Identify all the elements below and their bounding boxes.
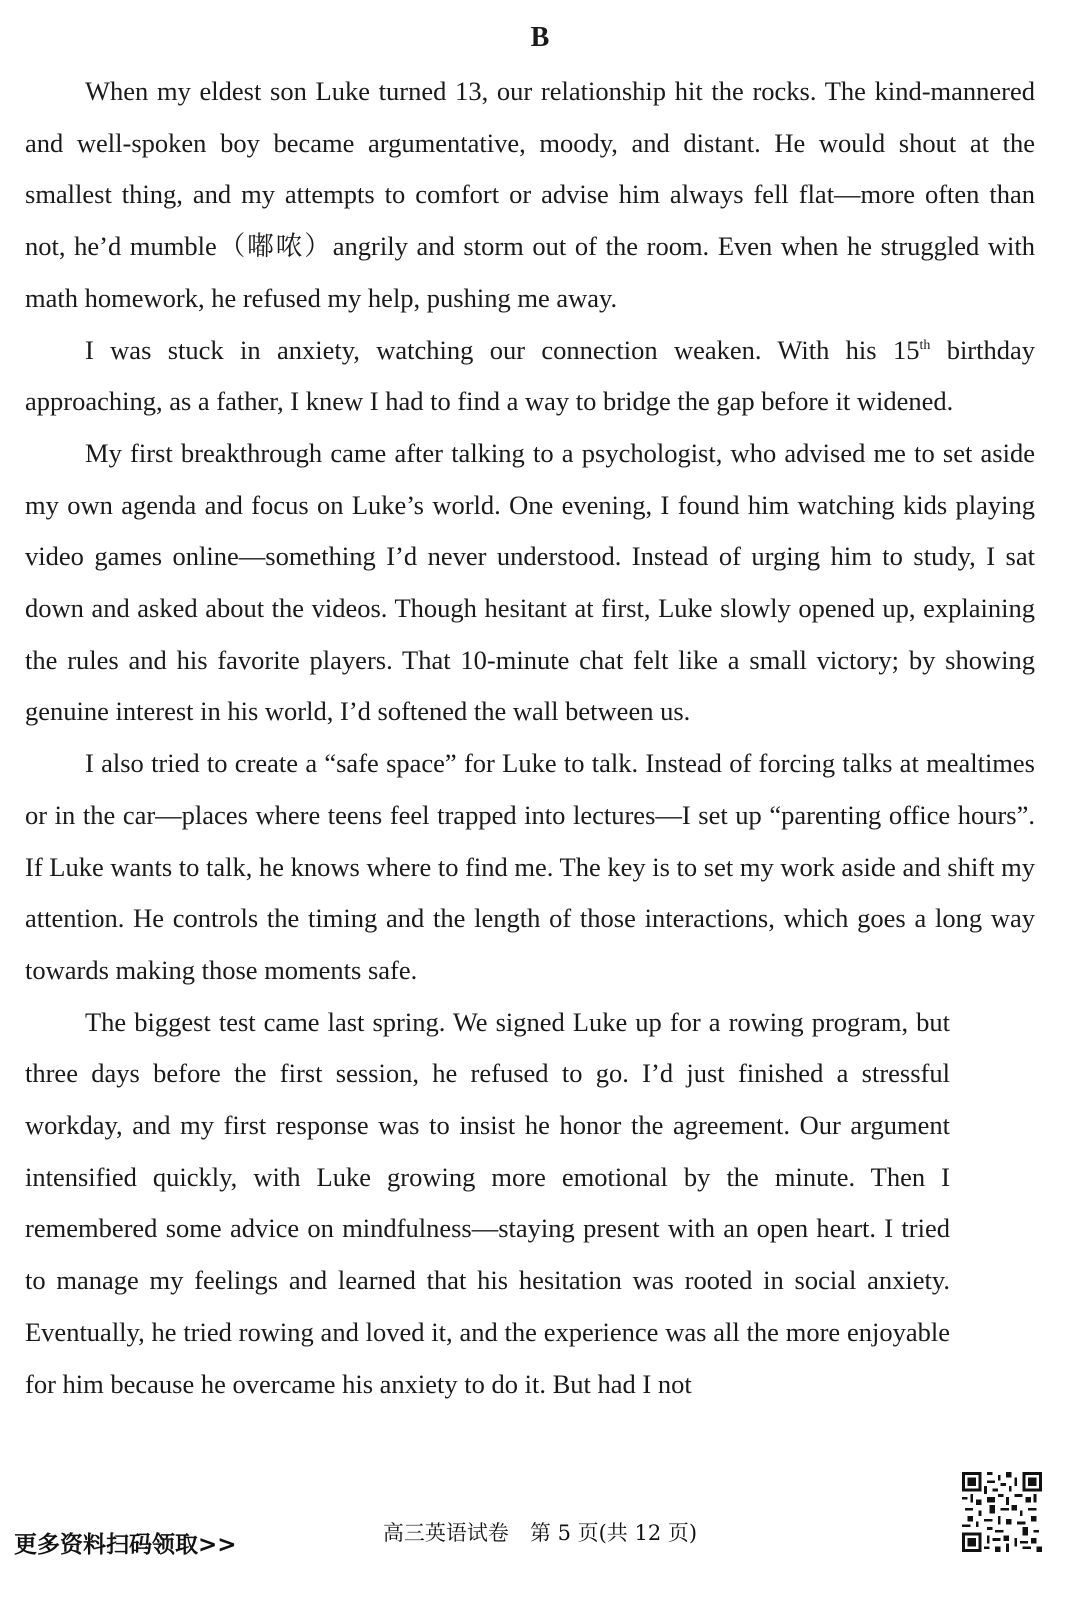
paragraph-1-text: When my eldest son Luke turned 13, our relationship hit the rocks. The kind-mannered and well-spoken boy became argumentative, moody, and distant. He would shout at the smallest thing, and my attempts to comfort or advise him always fell flat—more often than not, he’d mumble（嘟哝）angrily and storm out of the room. Even when he struggled with math homework, he refused my help, pushing me away. bbox=[25, 76, 1035, 313]
paragraph-2 bbox=[25, 325, 1035, 428]
page-number: 高三英语试卷 第 5 页(共 12 页) bbox=[382, 1521, 698, 1545]
paragraph-3-text: My first breakthrough came after talking to a psychologist, who advised me to set aside my own agenda and focus on Luke’s world. One evening, I found him watching kids playing video games online—something I’d never understood. Instead of urging him to study, I sat down and asked about the videos. Though hesitant at first, Luke slowly opened up, explaining the rules and his favorite players. That 10-minute chat felt like a small victory; by showing genuine interest in his world, I’d softened the wall between us. bbox=[25, 437, 1035, 727]
paragraph-4 bbox=[25, 738, 1035, 997]
paragraph-4-text: I also tried to create a “safe space” for Luke to talk. Instead of forcing talks at mealtimes or in the car—places where teens feel trapped into lectures—I set up “parenting office hours”. If Luke wants to talk, he knows where to find me. The key is to set my work aside and shift my attention. He controls the timing and the length of those interactions, which goes a long way towards making those moments safe. bbox=[25, 748, 1035, 985]
paragraph-2-text-start: I was stuck in anxiety, watching our connection weaken. With his 15 bbox=[85, 334, 920, 365]
paragraph-1 bbox=[25, 66, 1035, 325]
paragraph-5-text: The biggest test came last spring. We signed Luke up for a rowing program, but three days before the first session, he refused to go. I’d just finished a stressful workday, and my first response was to insist he honor the agreement. Our argument intensified quickly, with Luke growing more emotional by the minute. Then I remembered some advice on mindfulness—staying present with an open heart. I tried to manage my feelings and learned that his hesitation was rooted in social anxiety. Eventually, he tried rowing and loved it, and the experience was all the more enjoyable for him because he overcame his anxiety to do it. But had I not bbox=[25, 1006, 950, 1399]
passage-body bbox=[25, 66, 1035, 1410]
section-heading: B bbox=[530, 22, 550, 53]
qr-code-icon[interactable] bbox=[962, 1472, 1042, 1552]
ordinal-superscript: th bbox=[919, 337, 931, 353]
paragraph-3 bbox=[25, 428, 1035, 738]
paragraph-5 bbox=[25, 997, 950, 1411]
paragraph-2-text-end: birthday approaching, as a father, I knew I had to find a way to bridge the gap before it widened. bbox=[25, 334, 1036, 417]
promo-link[interactable]: 更多资料扫码领取>> bbox=[14, 1532, 237, 1558]
